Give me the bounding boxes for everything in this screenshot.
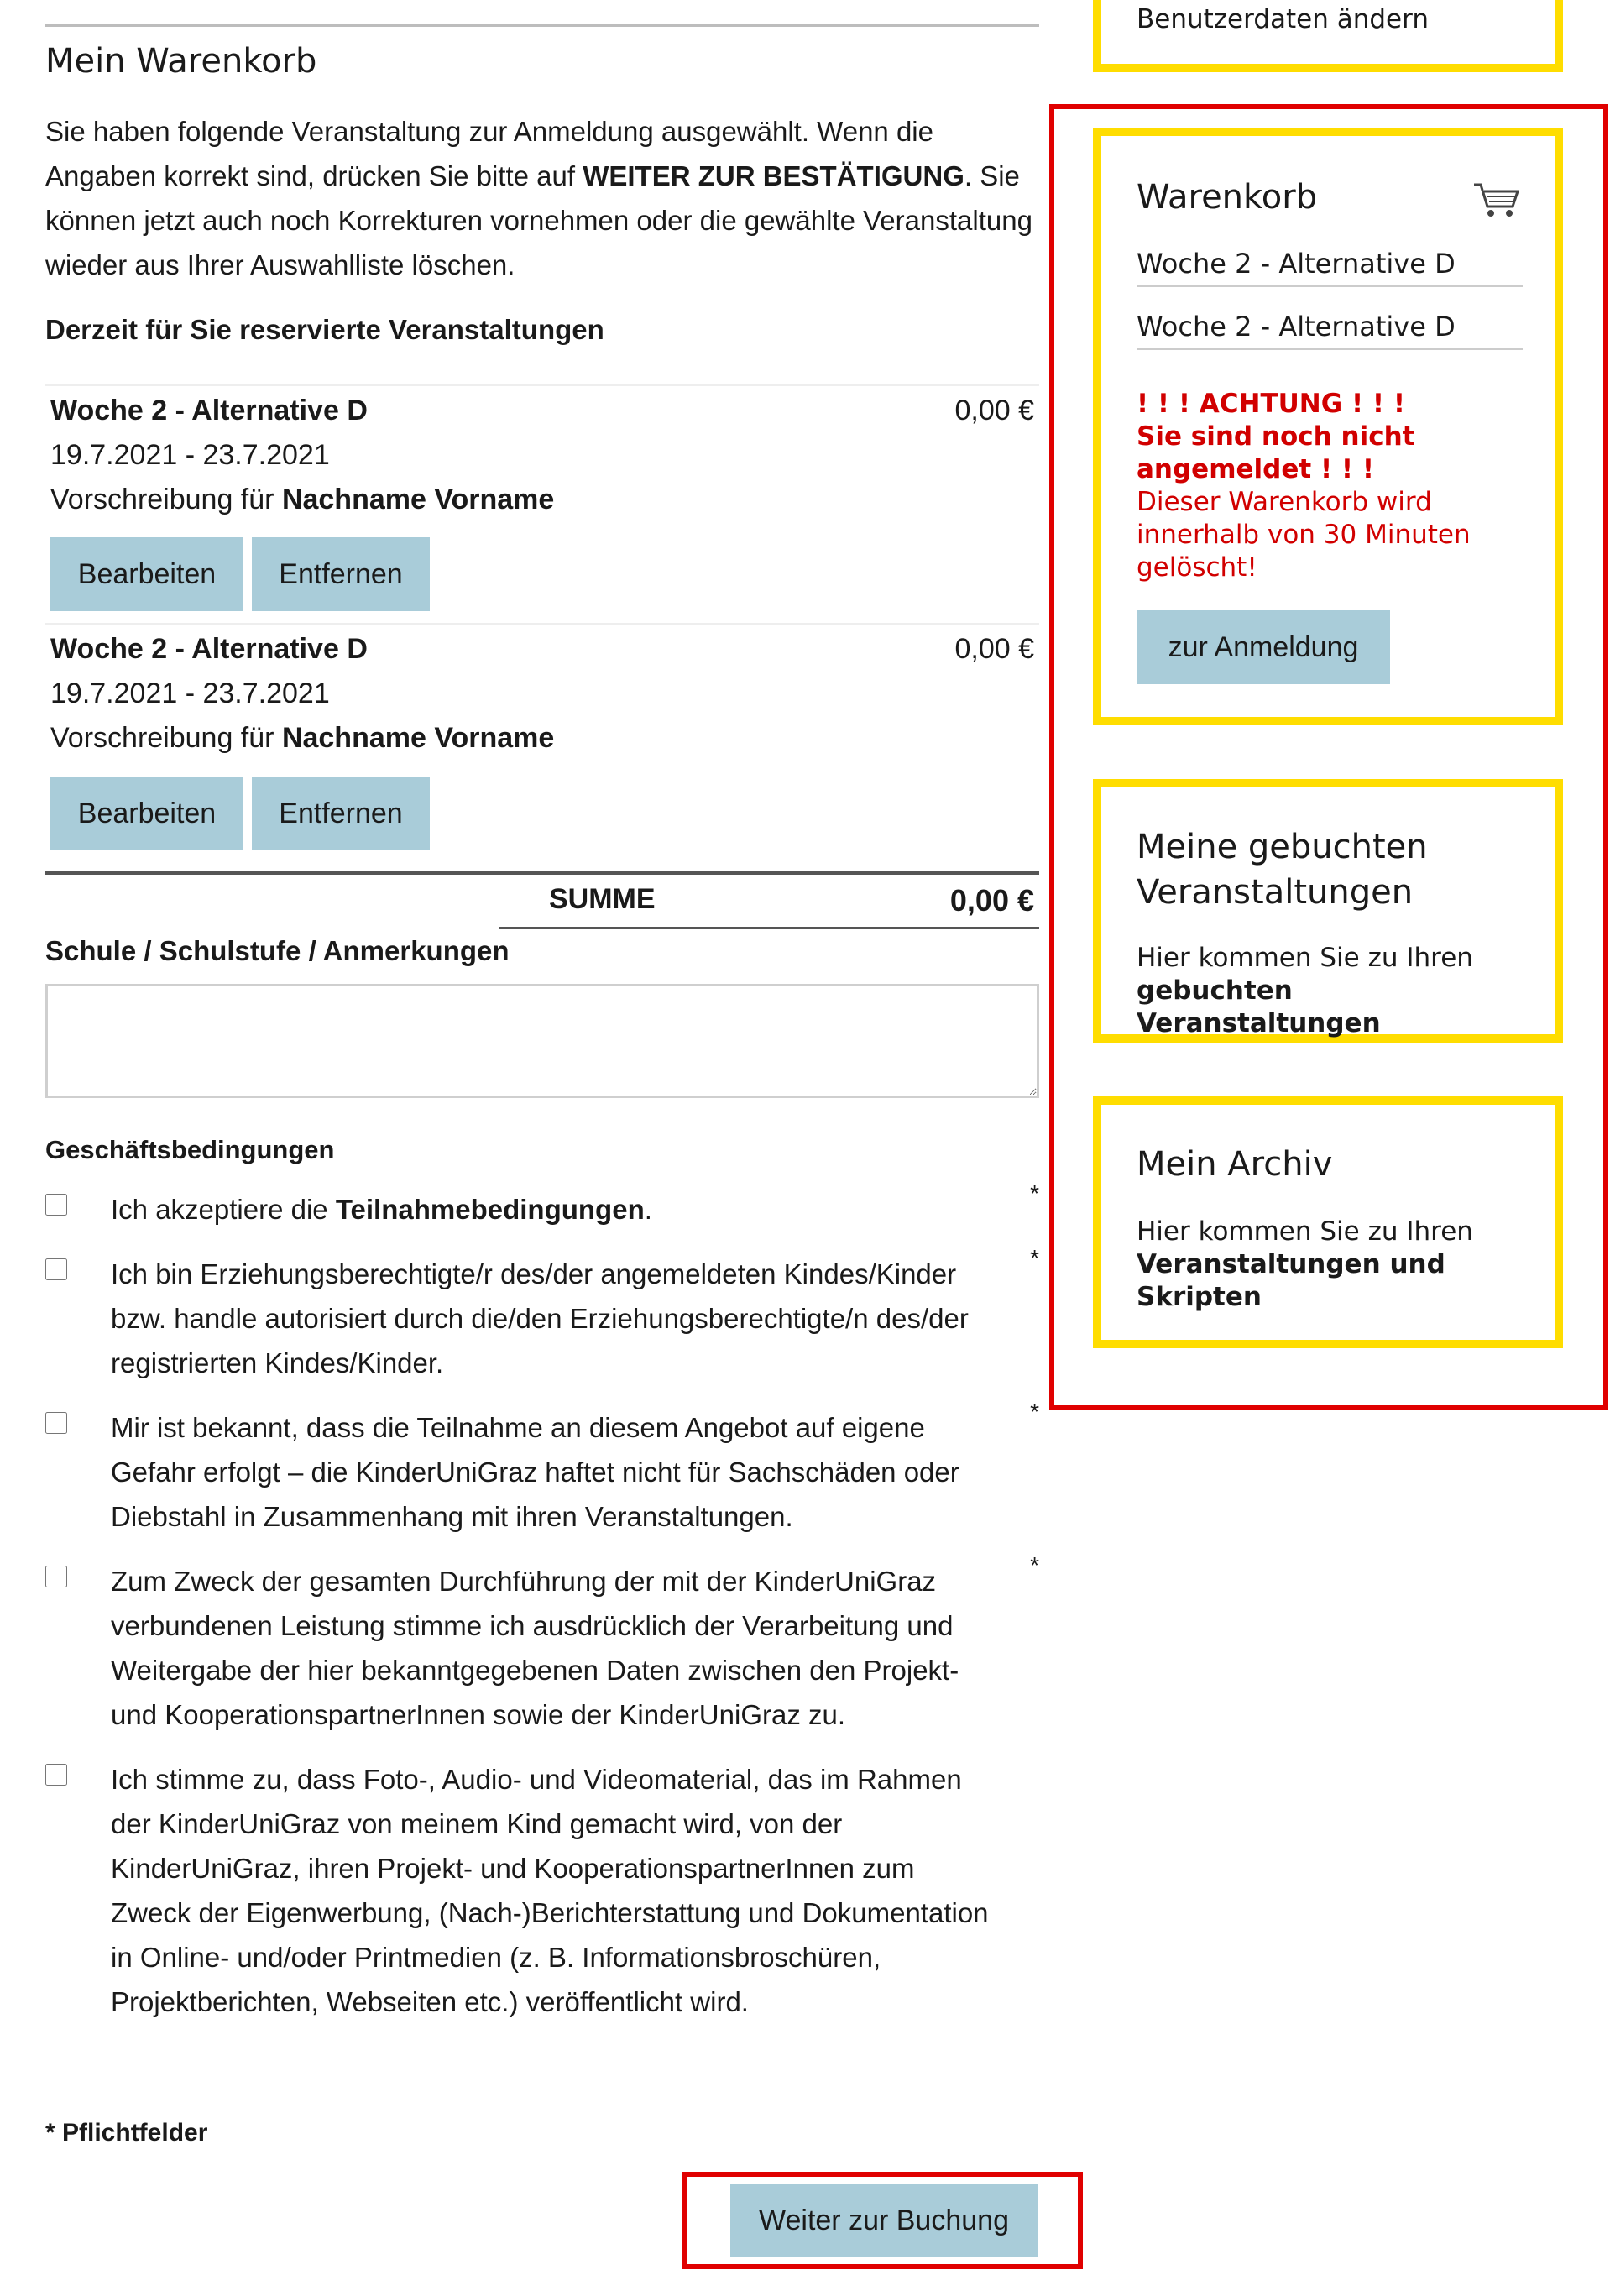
item-prescription: Vorschreibung für Nachname Vorname xyxy=(50,722,555,754)
edit-button[interactable]: Bearbeiten xyxy=(50,777,243,850)
booked-events-box[interactable] xyxy=(1093,779,1563,1043)
cart-warning xyxy=(1137,388,1531,584)
item-divider xyxy=(45,384,1039,386)
booked-events-text: Hier kommen Sie zu Ihren gebuchten Veranstaltungen xyxy=(1137,943,1473,1038)
profile-box xyxy=(1093,0,1563,72)
school-heading: Schule / Schulstufe / Anmerkungen xyxy=(45,935,510,966)
terms-text: Zum Zweck der gesamten Durchführung der mit der KinderUniGraz verbundenen Leistung stimme ich ausdrücklich der Verarbeitung und Weitergabe der hier bekanntgegebenen Daten zwischen den Projekt- und KooperationspartnerInnen sowie der KinderUniGraz zu. xyxy=(111,1566,959,1730)
item-dates: 19.7.2021 - 23.7.2021 xyxy=(50,677,330,709)
booked-events-title: Meine gebuchten Veranstaltungen xyxy=(1137,828,1428,912)
cart-box xyxy=(1093,128,1563,725)
item-dates: 19.7.2021 - 23.7.2021 xyxy=(50,439,330,471)
terms-heading: Geschäftsbedingungen xyxy=(45,1135,335,1164)
item-prescription: Vorschreibung für Nachname Vorname xyxy=(50,484,555,515)
sum-label: SUMME xyxy=(549,883,656,915)
remove-button[interactable]: Entfernen xyxy=(252,777,430,850)
sum-underline xyxy=(499,927,1039,929)
warning-text: Dieser Warenkorb wird innerhalb von 30 Minuten gelöscht! xyxy=(1137,487,1471,583)
intro-text: Sie haben folgende Veranstaltung zur Anmeldung ausgewählt. Wenn die Angaben korrekt sind, drücken Sie bitte auf WEITER ZUR BESTÄTIGUNG. Sie können jetzt auch noch Korrekturen vornehmen oder die gewählte Veranstaltung wieder aus Ihrer Auswahlliste löschen. xyxy=(45,116,1032,280)
sum-value: 0,00 € xyxy=(949,883,1034,918)
terms-text: Ich bin Erziehungsberechtigte/r des/der angemeldeten Kindes/Kinder bzw. handle autorisiert durch die/den Erziehungsberechtigte/n des/der registrierten Kindes/Kinder. xyxy=(111,1258,969,1378)
cart-title: Warenkorb xyxy=(1137,178,1318,217)
archive-title: Mein Archiv xyxy=(1137,1145,1333,1184)
terms-text: Ich akzeptiere die Teilnahmebedingungen. xyxy=(111,1194,652,1225)
data-processing-checkbox[interactable] xyxy=(45,1566,67,1587)
school-notes-textarea[interactable] xyxy=(45,984,1039,1098)
required-star: * xyxy=(1030,1180,1039,1206)
top-divider xyxy=(45,24,1039,27)
item-price: 0,00 € xyxy=(954,395,1034,426)
remove-button[interactable]: Entfernen xyxy=(252,537,430,611)
archive-text: Hier kommen Sie zu Ihren Veranstaltungen und Skripten xyxy=(1137,1216,1473,1312)
guardian-checkbox[interactable] xyxy=(45,1258,67,1280)
continue-booking-button[interactable]: Weiter zur Buchung xyxy=(730,2184,1038,2257)
cart-list-item[interactable]: Woche 2 - Alternative D xyxy=(1137,242,1523,287)
required-star: * xyxy=(1030,1245,1039,1271)
terms-text: Mir ist bekannt, dass die Teilnahme an diesem Angebot auf eigene Gefahr erfolgt – die KinderUniGraz haftet nicht für Sachschäden oder Diebstahl in Zusammenhang mit ihren Veranstaltungen. xyxy=(111,1412,959,1532)
required-star: * xyxy=(1030,1399,1039,1425)
cart-list-item[interactable]: Woche 2 - Alternative D xyxy=(1137,305,1523,350)
item-price: 0,00 € xyxy=(954,633,1034,665)
item-name: Woche 2 - Alternative D xyxy=(50,633,368,665)
required-fields-note: * Pflichtfelder xyxy=(45,2119,208,2147)
media-consent-checkbox[interactable] xyxy=(45,1764,67,1786)
liability-checkbox[interactable] xyxy=(45,1412,67,1434)
required-star: * xyxy=(1030,1552,1039,1578)
edit-button[interactable]: Bearbeiten xyxy=(50,537,243,611)
item-name: Woche 2 - Alternative D xyxy=(50,395,368,426)
terms-text: Ich stimme zu, dass Foto-, Audio- und Videomaterial, das im Rahmen der KinderUniGraz von meinem Kind gemacht wird, von der KinderUniGraz, ihren Projekt- und KooperationspartnerInnen zum Zweck der Eigenwerbung, (Nach-)Berichterstattung und Dokumentation in Online- und/oder Printmedien (z. B. Informationsbroschüren, Projektberichten, Webseiten etc.) veröffentlicht wird. xyxy=(111,1764,989,2017)
reserved-heading: Derzeit für Sie reservierte Veranstaltungen xyxy=(45,314,604,345)
cart-icon xyxy=(1472,181,1523,220)
page-title: Mein Warenkorb xyxy=(45,42,317,81)
warning-bold: Sie sind noch nicht angemeldet ! ! ! xyxy=(1137,421,1415,484)
profile-link[interactable]: Benutzerdaten ändern xyxy=(1137,4,1429,34)
warning-heading: ! ! ! ACHTUNG ! ! ! xyxy=(1137,389,1405,419)
item-divider xyxy=(45,623,1039,625)
sum-divider xyxy=(45,871,1039,875)
archive-box[interactable] xyxy=(1093,1096,1563,1348)
to-registration-button[interactable]: zur Anmeldung xyxy=(1137,610,1390,684)
accept-conditions-checkbox[interactable] xyxy=(45,1194,67,1216)
